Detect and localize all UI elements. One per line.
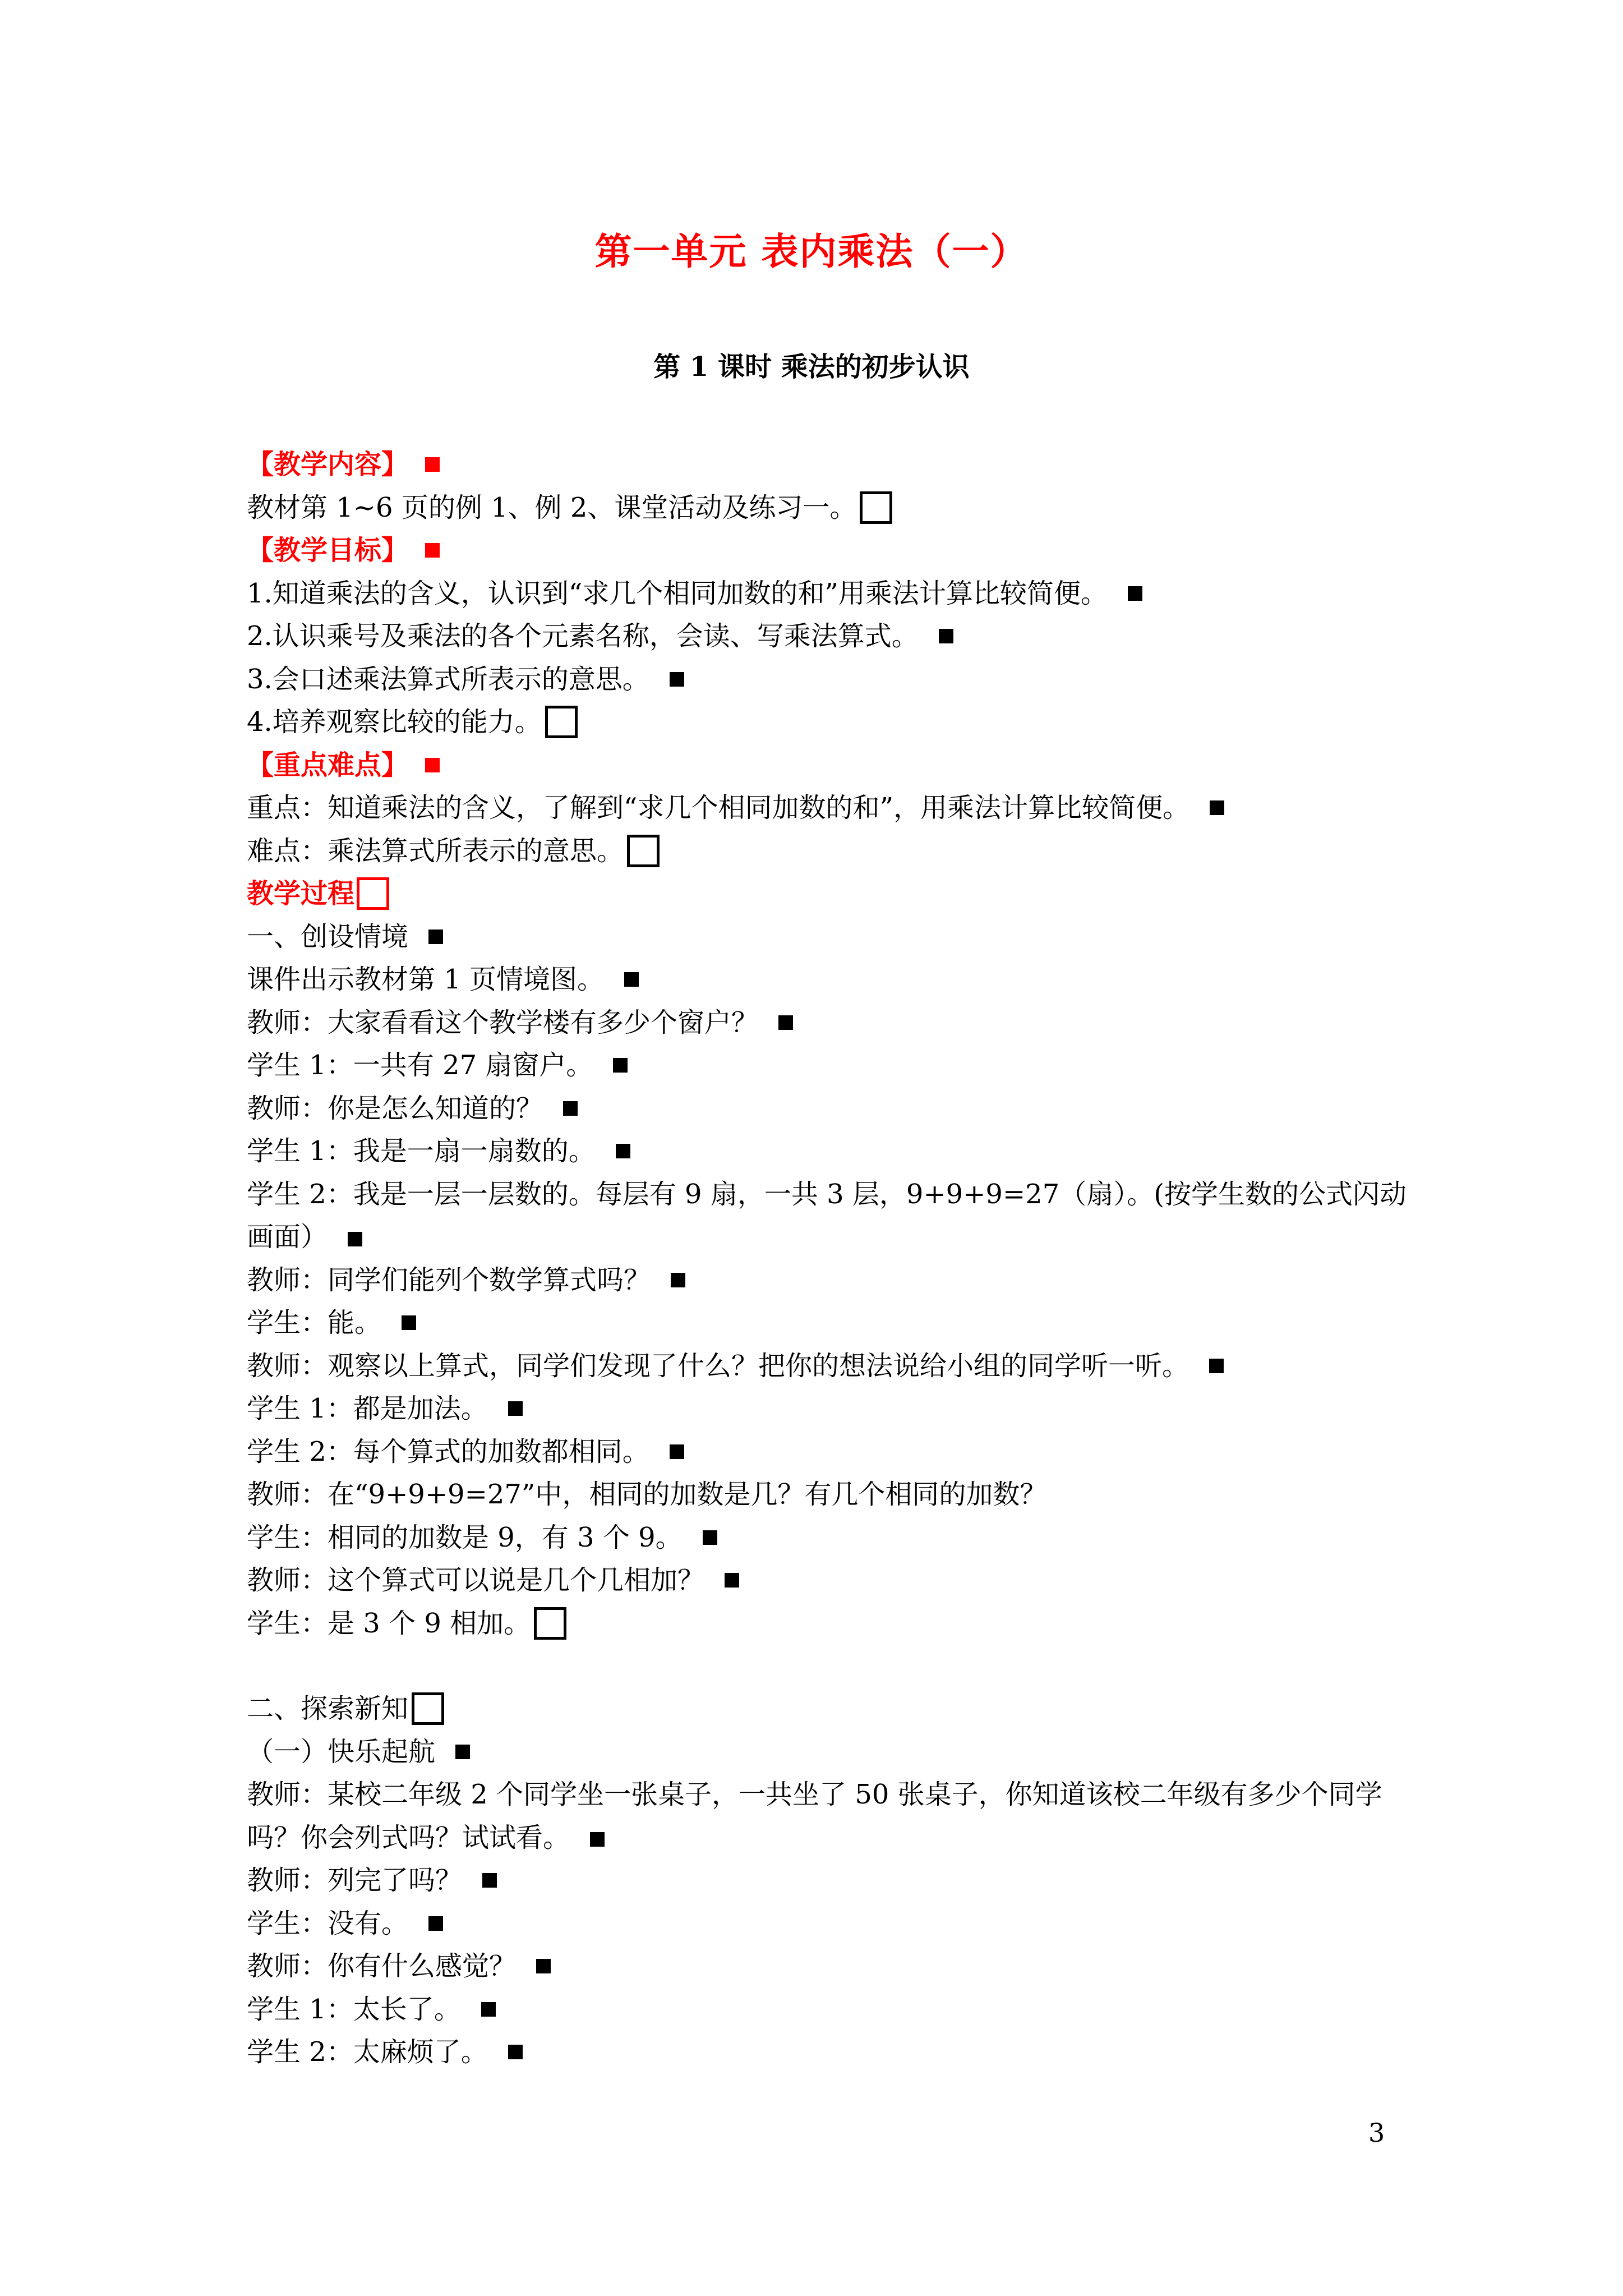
empty-box-marker-icon bbox=[545, 706, 578, 738]
dialogue-line bbox=[247, 1559, 1408, 1602]
paragraph-text: 4.培养观察比较的能力。 bbox=[247, 706, 542, 738]
paragraph-text: 教师：列完了吗？ bbox=[247, 1865, 463, 1896]
black-square-marker-icon bbox=[939, 629, 953, 643]
paragraph-text: 教师：观察以上算式，同学们发现了什么？把你的想法说给小组的同学听一听。 bbox=[247, 1350, 1189, 1382]
section-heading-content bbox=[247, 443, 1408, 486]
dialogue-line bbox=[247, 1044, 1408, 1087]
dialogue-line bbox=[247, 1430, 1408, 1474]
empty-box-marker-icon bbox=[627, 835, 660, 867]
paragraph-text: 2.认识乘号及乘法的各个元素名称，会读、写乘法算式。 bbox=[247, 620, 919, 652]
dialogue-line bbox=[247, 1945, 1408, 1988]
paragraph-text: 学生：没有。 bbox=[247, 1907, 409, 1939]
dialogue-line bbox=[247, 1087, 1408, 1130]
part1-heading bbox=[247, 915, 1408, 959]
black-square-marker-icon bbox=[482, 1873, 497, 1888]
lesson-subtitle: 第 1 课时 乘法的初步认识 bbox=[653, 351, 970, 383]
part2-heading bbox=[247, 1687, 1408, 1731]
dialogue-line bbox=[247, 1902, 1408, 1945]
heading-text: 【教学目标】 bbox=[247, 535, 409, 566]
paragraph-text: 教师：你是怎么知道的？ bbox=[247, 1092, 543, 1124]
paragraph-text: 教师：大家看看这个教学楼有多少个窗户？ bbox=[247, 1006, 759, 1038]
paragraph-text: 教师：某校二年级 2 个同学坐一张桌子，一共坐了 50 张桌子，你知道该校二年级有多少个同学吗？你会列式吗？试试看。 bbox=[247, 1779, 1382, 1853]
paragraph-text: 1.知道乘法的含义，认识到“求几个相同加数的和”用乘法计算比较简便。 bbox=[247, 577, 1108, 609]
dialogue-line bbox=[247, 1473, 1408, 1516]
paragraph-text: 课件出示教材第 1 页情境图。 bbox=[247, 964, 605, 995]
paragraph-text: 学生：是 3 个 9 相加。 bbox=[247, 1607, 531, 1639]
paragraph-text: 学生：相同的加数是 9，有 3 个 9。 bbox=[247, 1521, 683, 1553]
dialogue-line bbox=[247, 1602, 1408, 1645]
dialogue-line bbox=[247, 1001, 1408, 1045]
goal-item bbox=[247, 572, 1408, 615]
dialogue-line bbox=[247, 1516, 1408, 1559]
paragraph-text: （一）快乐起航 bbox=[247, 1736, 436, 1768]
heading-text: 【教学内容】 bbox=[247, 449, 409, 480]
empty-box-marker-icon bbox=[534, 1607, 566, 1640]
paragraph-text: 学生 2：每个算式的加数都相同。 bbox=[247, 1435, 649, 1467]
section-heading-goals bbox=[247, 529, 1408, 572]
section-heading-key bbox=[247, 744, 1408, 787]
empty-box-marker-icon bbox=[860, 491, 892, 524]
dialogue-line bbox=[247, 1859, 1408, 1902]
paragraph-text: 3.会口述乘法算式所表示的意思。 bbox=[247, 663, 649, 695]
black-square-marker-icon bbox=[670, 1444, 684, 1459]
paragraph-text: 学生 1：我是一扇一扇数的。 bbox=[247, 1135, 596, 1167]
dialogue-line bbox=[247, 958, 1408, 1001]
black-square-marker-icon bbox=[402, 1315, 416, 1330]
dialogue-line bbox=[247, 2031, 1408, 2074]
red-square-marker-icon bbox=[425, 457, 440, 472]
section-heading-process bbox=[247, 872, 1408, 915]
dialogue-line bbox=[247, 1773, 1408, 1859]
black-square-marker-icon bbox=[590, 1832, 605, 1847]
paragraph-text: 学生 1：一共有 27 扇窗户。 bbox=[247, 1050, 593, 1081]
part2-subheading bbox=[247, 1731, 1408, 1774]
black-square-marker-icon bbox=[428, 1916, 443, 1931]
black-square-marker-icon bbox=[536, 1959, 551, 1973]
paragraph-text: 教师：你有什么感觉？ bbox=[247, 1950, 517, 1982]
paragraph-text: 难点：乘法算式所表示的意思。 bbox=[247, 835, 624, 867]
paragraph-text: 教师：同学们能列个数学算式吗？ bbox=[247, 1264, 651, 1296]
dialogue-line bbox=[247, 1173, 1408, 1259]
paragraph-text: 一、创设情境 bbox=[247, 921, 409, 953]
paragraph-text: 学生：能。 bbox=[247, 1307, 382, 1338]
black-square-marker-icon bbox=[1210, 800, 1224, 815]
key-point bbox=[247, 786, 1408, 830]
dialogue-line bbox=[247, 1301, 1408, 1345]
black-square-marker-icon bbox=[1209, 1359, 1224, 1373]
black-square-marker-icon bbox=[613, 1058, 628, 1073]
dialogue-line bbox=[247, 1345, 1408, 1388]
black-square-marker-icon bbox=[428, 930, 443, 944]
page-number: 3 bbox=[1368, 2118, 1385, 2148]
difficult-point bbox=[247, 830, 1408, 873]
paragraph-text: 教材第 1~6 页的例 1、例 2、课堂活动及练习一。 bbox=[247, 491, 857, 523]
paragraph-text: 教师：在“9+9+9=27”中，相同的加数是几？有几个相同的加数？ bbox=[247, 1479, 1047, 1510]
black-square-marker-icon bbox=[563, 1101, 578, 1116]
black-square-marker-icon bbox=[508, 1401, 523, 1416]
black-square-marker-icon bbox=[624, 972, 639, 987]
black-square-marker-icon bbox=[670, 672, 684, 687]
paragraph-text: 学生 2：我是一层一层数的。每层有 9 扇，一共 3 层，9+9+9=27（扇）。(按学生数的公式闪动画面） bbox=[247, 1178, 1407, 1253]
red-box-marker-icon bbox=[357, 877, 389, 910]
goal-item bbox=[247, 658, 1408, 701]
paragraph-text: 教师：这个算式可以说是几个几相加？ bbox=[247, 1565, 705, 1596]
paragraph-text: 二、探索新知 bbox=[247, 1693, 409, 1724]
lesson-content bbox=[247, 443, 1408, 2074]
black-square-marker-icon bbox=[671, 1273, 685, 1287]
black-square-marker-icon bbox=[481, 2002, 496, 2017]
goal-item bbox=[247, 701, 1408, 744]
black-square-marker-icon bbox=[616, 1144, 630, 1158]
paragraph-text: 学生 2：太麻烦了。 bbox=[247, 2036, 488, 2068]
content-text bbox=[247, 486, 1408, 530]
goal-item bbox=[247, 615, 1408, 658]
unit-title: 第一单元 表内乘法（一） bbox=[594, 229, 1029, 273]
heading-text: 【重点难点】 bbox=[247, 749, 409, 781]
black-square-marker-icon bbox=[348, 1232, 362, 1246]
paragraph-text: 重点：知道乘法的含义，了解到“求几个相同加数的和”，用乘法计算比较简便。 bbox=[247, 792, 1190, 823]
dialogue-line bbox=[247, 1259, 1408, 1302]
black-square-marker-icon bbox=[455, 1745, 470, 1759]
black-square-marker-icon bbox=[508, 2045, 523, 2059]
red-square-marker-icon bbox=[425, 758, 440, 772]
dialogue-line bbox=[247, 1130, 1408, 1173]
black-square-marker-icon bbox=[725, 1573, 739, 1588]
black-square-marker-icon bbox=[703, 1530, 717, 1545]
paragraph-text: 学生 1：太长了。 bbox=[247, 1993, 461, 2025]
black-square-marker-icon bbox=[1128, 586, 1142, 601]
dialogue-line bbox=[247, 1387, 1408, 1430]
heading-text: 教学过程 bbox=[247, 878, 355, 909]
red-square-marker-icon bbox=[425, 543, 440, 558]
empty-box-marker-icon bbox=[412, 1692, 444, 1725]
dialogue-line bbox=[247, 1988, 1408, 2031]
paragraph-text: 学生 1：都是加法。 bbox=[247, 1393, 488, 1424]
black-square-marker-icon bbox=[778, 1015, 793, 1030]
